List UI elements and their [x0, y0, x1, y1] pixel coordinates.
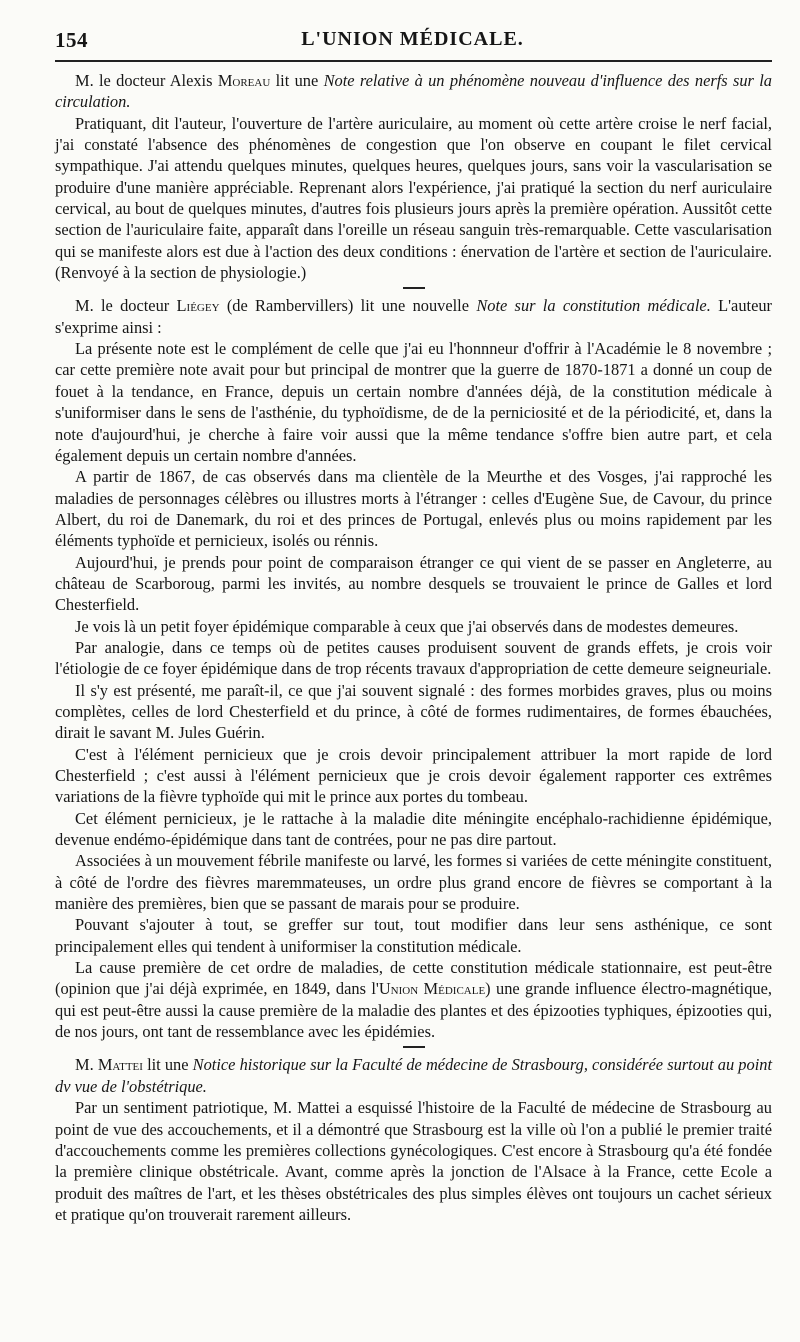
author-name: Liégey [176, 296, 220, 316]
note-title: Notice historique sur la Faculté de médecine de Strasbourg, considérée surtout au point dv vue de l'obstétrique. [55, 1055, 772, 1096]
liegey-paragraph: Il s'y est présenté, me paraît-il, ce que j'ai souvent signalé : des formes morbides graves, plus ou moins complètes, celles de lord Chesterfield et du prince, à côté de formes rudimentaires, de formes ébauchées, dirait le savant M. Jules Guérin. [55, 680, 772, 743]
section-separator [403, 287, 425, 289]
entry-lead: M. le docteur Alexis [75, 71, 218, 90]
moreau-paragraph: Pratiquant, dit l'auteur, l'ouverture de l'artère auriculaire, au moment où cette artère croise le nerf facial, j'ai constaté l'absence des phénomènes de congestion que l'on observe en coupant le filet cervical sympathique. J'ai attendu quelques minutes, quelques heures, quelques jours, sans voir la vascularisation se produire d'une manière appréciable. Reprenant alors l'expérience, j'ai pratiqué la section du nerf auriculaire cervical, au bout de quelques minutes, d'autres fois plusieurs jours après la première opération. Aussitôt cette section de l'auriculaire faite, apparaît dans l'oreille un réseau sanguin très-remarquable. Cette vascularisation qui se manifeste alors est due à l'action des deux conditions : énervation de l'artère et section de l'auriculaire. (Renvoyé à la section de physiologie.) [55, 113, 772, 283]
running-title: L'UNION MÉDICALE. [301, 28, 524, 50]
entry-verb: (de Rambervillers) lit une nouvelle [219, 296, 477, 316]
entry-lead: M. [75, 1055, 98, 1075]
mattei-entry-heading [55, 1054, 772, 1097]
entry-lead: M. le docteur [75, 296, 177, 316]
liegey-paragraph: Cet élément pernicieux, je le rattache à la maladie dite méningite encéphalo-rachidienne épidémique, devenue endémo-épidémique dans tant de contrées, pour ne pas dire partout. [55, 808, 772, 850]
liegey-paragraph: Pouvant s'ajouter à tout, se greffer sur tout, tout modifier dans leur sens asthénique, ce sont principalement elles qui tendent à uniformiser la constitution médicale. [55, 915, 772, 956]
entry-intro: L'auteur s'exprime ainsi : [55, 296, 773, 337]
paragraph-text: ) une grande influence électro-magnétique, qui est peut-être aussi la cause première de la maladie des plantes et des épizooties typhiques, épizooties qui, de nos jours, ont tant de ressemblance avec les épidémies. [55, 979, 772, 1042]
author-name: Moreau [217, 71, 271, 90]
body-text [55, 70, 772, 1225]
mattei-paragraph: Par un sentiment patriotique, M. Mattei a esquissé l'histoire de la Faculté de médecine de Strasbourg au point de vue des accouchements, et il a démontré que Strasbourg est la ville où l'on a publié le premier traité d'accouchements comme les premières collections gynécologiques. C'est encore à Strasbourg qu'a été fondée la première clinique obstétricale. Avant, comme après la jonction de l'Alsace à la France, cette Ecole a produit des maîtres de l'art, et les thèses obstétricales des plus simples élèves ont toujours un cachet sérieux et pratique qu'on trouverait rarement ailleurs. [55, 1098, 772, 1224]
author-name: Mattei [97, 1055, 143, 1075]
liegey-paragraph: Aujourd'hui, je prends pour point de comparaison étranger ce qui vient de se passer en Angleterre, au château de Scarboroug, parmi les invités, au nombre desquels se trouvaient le prince de Galles et lord Chesterfield. [55, 552, 772, 615]
paragraph-text: La cause première de cet ordre de maladies, de cette constitution médicale stationnaire, est peut-être (opinion que j'ai déjà exprimée, en 1849, dans l' [55, 958, 772, 999]
liegey-last-paragraph [55, 957, 772, 1042]
moreau-entry-heading [55, 70, 772, 113]
section-separator [403, 1046, 425, 1048]
entry-verb: lit une [270, 71, 324, 90]
liegey-entry-heading [55, 295, 772, 338]
note-title: Note sur la constitution médicale. [476, 296, 711, 316]
entry-verb: lit une [142, 1055, 193, 1075]
note-title: Note relative à un phénomène nouveau d'influence des nerfs sur la circulation. [55, 71, 772, 112]
liegey-paragraph: La présente note est le complément de celle que j'ai eu l'honnneur d'offrir à l'Académie le 8 novembre ; car cette première note avait pour but principal de montrer que la guerre de 1870-1871 a donné un coup de fouet à la tendance, en France, depuis un certain nombre d'années déjà, de la constitution médicale à s'uniformiser dans le sens de l'asthénie, du typhoïdisme, de de la perniciosité et de la périodicité, et, dans la note d'aujourd'hui, je cherche à faire voir aussi que la même tendance s'offre bien autre part, et cela également depuis un certain nombre d'années. [55, 339, 772, 465]
liegey-paragraph: Je vois là un petit foyer épidémique comparable à ceux que j'ai observés dans de modestes demeures. [75, 616, 739, 636]
liegey-paragraph: A partir de 1867, de cas observés dans ma clientèle de la Meurthe et des Vosges, j'ai rapproché les maladies de personnages célèbres ou illustres morts à l'étranger : celles d'Eugène Sue, de Cavour, du prince Albert, du roi de Danemark, du roi et des princes de Portugal, enlevés plus ou moins rapidement par les éléments typhoïde et pernicieux, isolés ou rénnis. [55, 467, 772, 551]
page-header [55, 24, 770, 56]
liegey-paragraph: C'est à l'élément pernicieux que je crois devoir principalement attribuer la mort rapide de lord Chesterfield ; c'est aussi à l'élément pernicieux que je crois devoir également rapporter ces extrêmes variations de la fièvre typhoïde qui mit le prince aux portes du tombeau. [55, 744, 772, 807]
page-number: 154 [55, 28, 88, 52]
liegey-paragraph: Par analogie, dans ce temps où de petites causes produisent souvent de grands effets, je crois voir l'étiologie de ce foyer épidémique dans de trop récents travaux d'appropriation de cette demeure seigneuriale. [55, 637, 772, 679]
liegey-paragraph: Associées à un mouvement fébrile manifeste ou larvé, les formes si variées de cette méningite constituent, à côté de l'ordre des fièvres maremmateuses, un ordre plus grand encore de fièvres se comportant à la manière des premières, bien que se passant de marais pour se produire. [55, 851, 772, 914]
journal-name: Union Médicale [378, 979, 486, 999]
header-rule [55, 60, 772, 62]
